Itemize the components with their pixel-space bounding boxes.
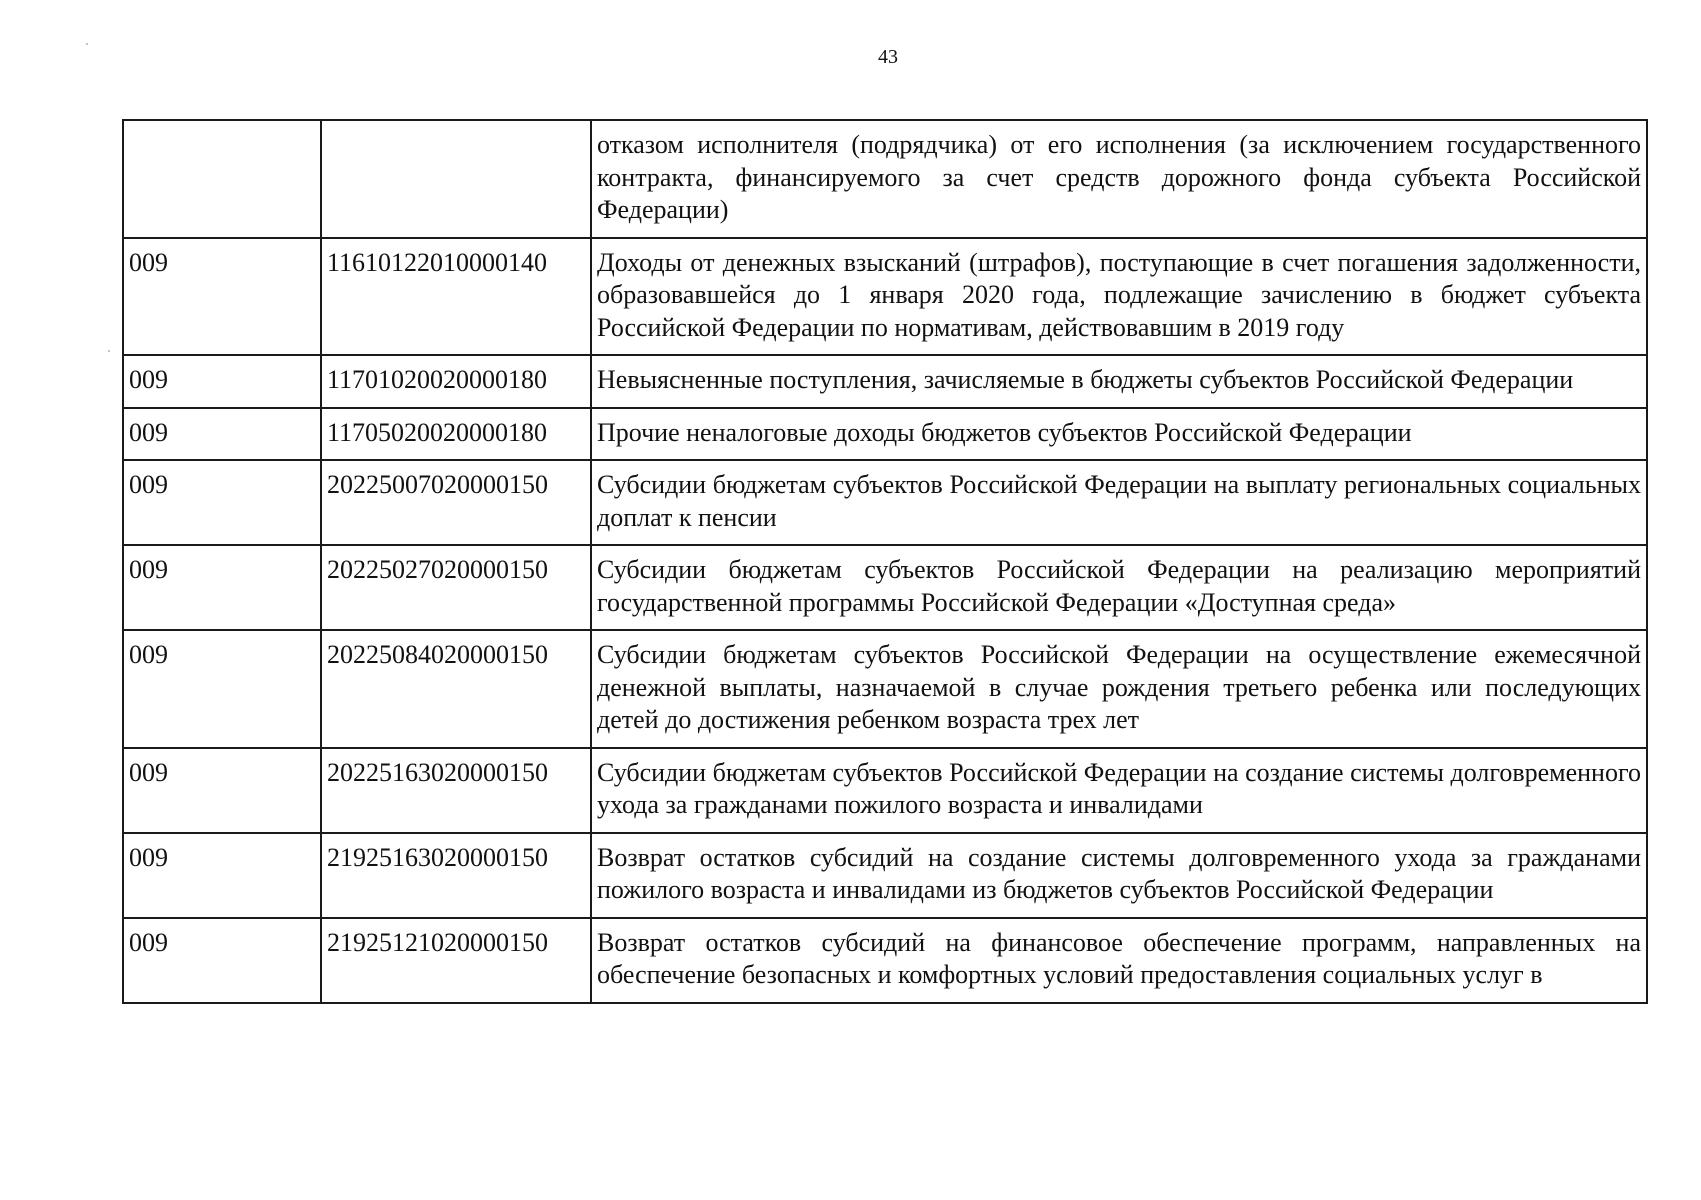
admin-code-cell: 009 (123, 545, 321, 630)
table-row (123, 545, 1647, 630)
admin-code-cell: 009 (123, 355, 321, 408)
table-row (123, 918, 1647, 1003)
admin-code-cell (123, 120, 321, 238)
budget-classification-code-cell: 11701020020000180 (321, 355, 591, 408)
budget-classification-code-cell (321, 120, 591, 238)
admin-code-cell: 009 (123, 238, 321, 356)
page-number: 43 (878, 46, 898, 68)
table-row (123, 238, 1647, 356)
budget-classification-code-cell: 11705020020000180 (321, 408, 591, 461)
table-row (123, 120, 1647, 238)
table-row (123, 460, 1647, 545)
admin-code-cell: 009 (123, 630, 321, 748)
table-row (123, 748, 1647, 833)
scan-speck (86, 43, 88, 45)
scan-speck (108, 350, 110, 352)
table-row (123, 630, 1647, 748)
revenue-description-cell: Субсидии бюджетам субъектов Российской Федерации на осуществление ежемесячной денежной выплаты, назначаемой в случае рождения третьего ребенка или последующих детей до достижения ребенком возраста трех лет (591, 630, 1647, 748)
revenue-description-cell: Доходы от денежных взысканий (штрафов), поступающие в счет погашения задолженности, образовавшейся до 1 января 2020 года, подлежащие зачислению в бюджет субъекта Российской Федерации по нормативам, действовавшим в 2019 году (591, 238, 1647, 356)
revenue-description-cell: Невыясненные поступления, зачисляемые в бюджеты субъектов Российской Федерации (591, 355, 1647, 408)
admin-code-cell: 009 (123, 748, 321, 833)
revenue-description-cell: Субсидии бюджетам субъектов Российской Федерации на выплату региональных социальных доплат к пенсии (591, 460, 1647, 545)
table-row (123, 833, 1647, 918)
budget-classification-code-cell: 21925121020000150 (321, 918, 591, 1003)
revenue-description-cell: Субсидии бюджетам субъектов Российской Федерации на создание системы долговременного ухода за гражданами пожилого возраста и инвалидами (591, 748, 1647, 833)
budget-classification-code-cell: 11610122010000140 (321, 238, 591, 356)
table-row (123, 355, 1647, 408)
budget-classification-code-cell: 21925163020000150 (321, 833, 591, 918)
revenue-description-cell: отказом исполнителя (подрядчика) от его исполнения (за исключением государственного контракта, финансируемого за счет средств дорожного фонда субъекта Российской Федерации) (591, 120, 1647, 238)
revenue-description-cell: Возврат остатков субсидий на создание системы долговременного ухода за гражданами пожилого возраста и инвалидами из бюджетов субъектов Российской Федерации (591, 833, 1647, 918)
budget-classification-code-cell: 20225084020000150 (321, 630, 591, 748)
budget-classification-code-cell: 20225163020000150 (321, 748, 591, 833)
admin-code-cell: 009 (123, 833, 321, 918)
admin-code-cell: 009 (123, 918, 321, 1003)
admin-code-cell: 009 (123, 460, 321, 545)
revenue-description-cell: Субсидии бюджетам субъектов Российской Федерации на реализацию мероприятий государственной программы Российской Федерации «Доступная среда» (591, 545, 1647, 630)
budget-classification-code-cell: 20225027020000150 (321, 545, 591, 630)
budget-revenue-table (122, 119, 1648, 1004)
revenue-description-cell: Прочие неналоговые доходы бюджетов субъектов Российской Федерации (591, 408, 1647, 461)
revenue-description-cell: Возврат остатков субсидий на финансовое обеспечение программ, направленных на обеспечение безопасных и комфортных условий предоставления социальных услуг в (591, 918, 1647, 1003)
admin-code-cell: 009 (123, 408, 321, 461)
budget-classification-code-cell: 20225007020000150 (321, 460, 591, 545)
table-row (123, 408, 1647, 461)
